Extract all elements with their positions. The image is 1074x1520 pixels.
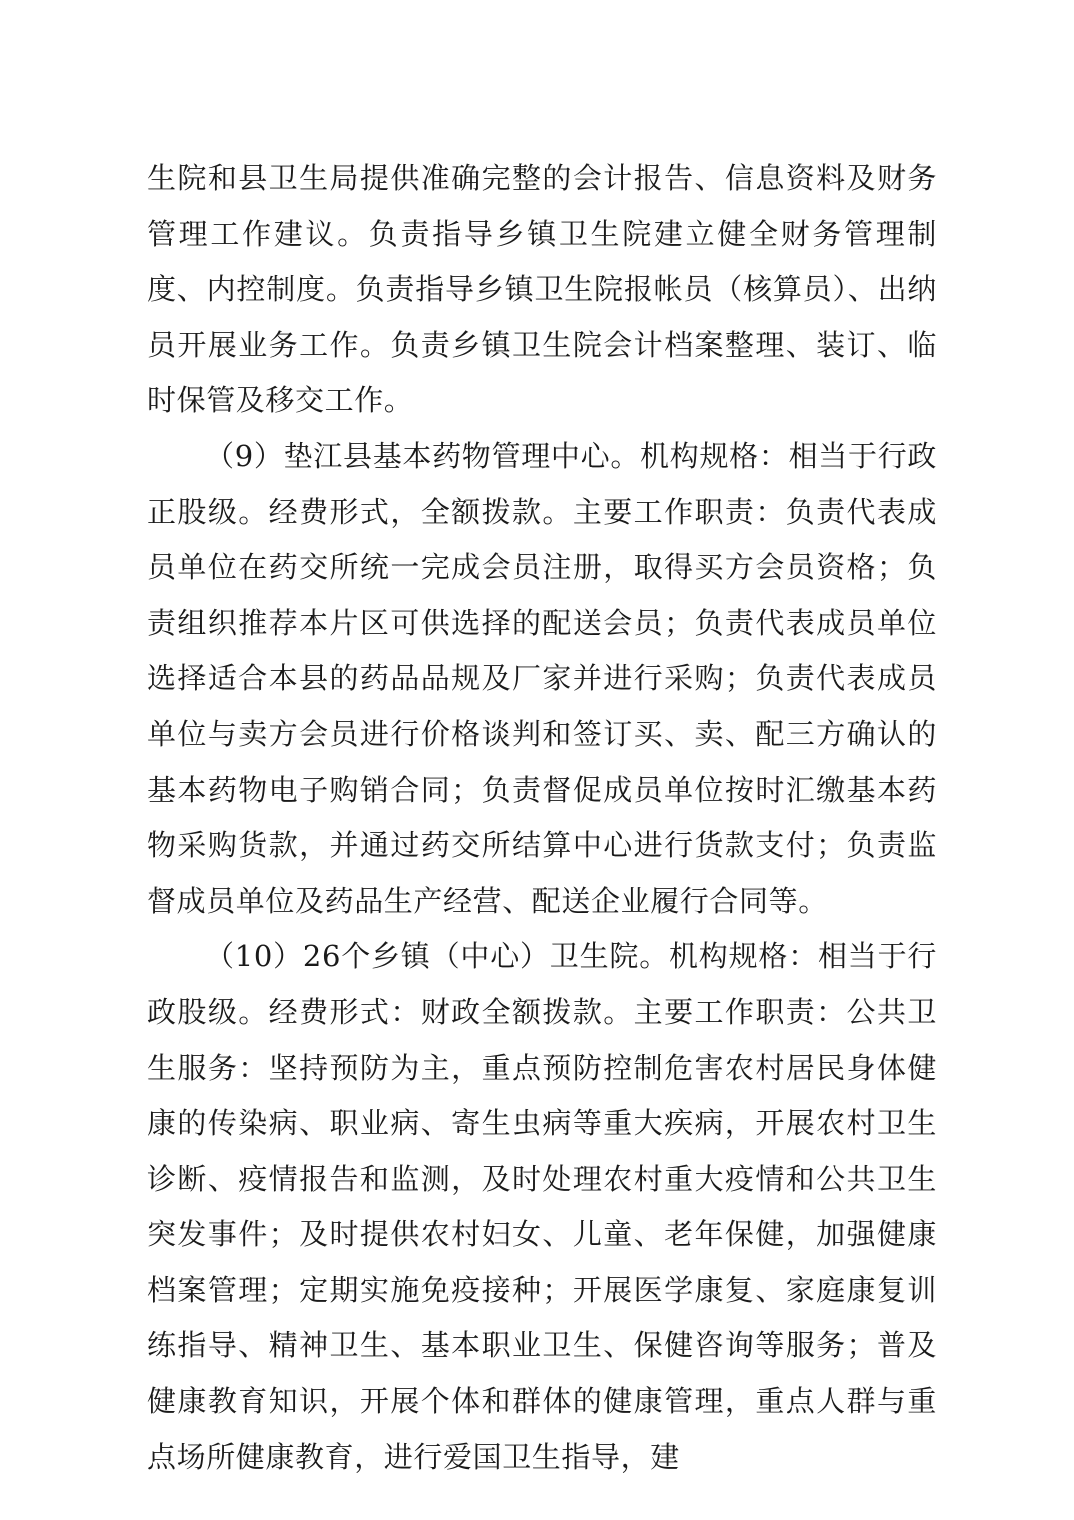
paragraph-drug-management-center: （9）垫江县基本药物管理中心。机构规格：相当于行政正股级。经费形式，全额拨款。主要工作职责：负责代表成员单位在药交所统一完成会员注册，取得买方会员资格；负责组织推荐本片区可供选择的配送会员；负责代表成员单位选择适合本县的药品品规及厂家并进行采购；负责代表成员单位与卖方会员进行价格谈判和签订买、卖、配三方确认的基本药物电子购销合同；负责督促成员单位按时汇缴基本药物采购货款，并通过药交所结算中心进行货款支付；负责监督成员单位及药品生产经营、配送企业履行合同等。: [147, 438, 937, 918]
body-text: [147, 151, 937, 1485]
paragraph-township-health-centers: （10）26个乡镇（中心）卫生院。机构规格：相当于行政股级。经费形式：财政全额拨款。主要工作职责：公共卫生服务：坚持预防为主，重点预防控制危害农村居民身体健康的传染病、职业病、寄生虫病等重大疾病，开展农村卫生诊断、疫情报告和监测，及时处理农村重大疫情和公共卫生突发事件；及时提供农村妇女、儿童、老年保健，加强健康档案管理；定期实施免疫接种；开展医学康复、家庭康复训练指导、精神卫生、基本职业卫生、保健咨询等服务；普及健康教育知识，开展个体和群体的健康管理，重点人群与重点场所健康教育，进行爱国卫生指导，建: [147, 939, 937, 1474]
paragraph-continuation: 生院和县卫生局提供准确完整的会计报告、信息资料及财务管理工作建议。负责指导乡镇卫生院建立健全财务管理制度、内控制度。负责指导乡镇卫生院报帐员（核算员）、出纳员开展业务工作。负责乡镇卫生院会计档案整理、装订、临时保管及移交工作。: [147, 161, 937, 418]
